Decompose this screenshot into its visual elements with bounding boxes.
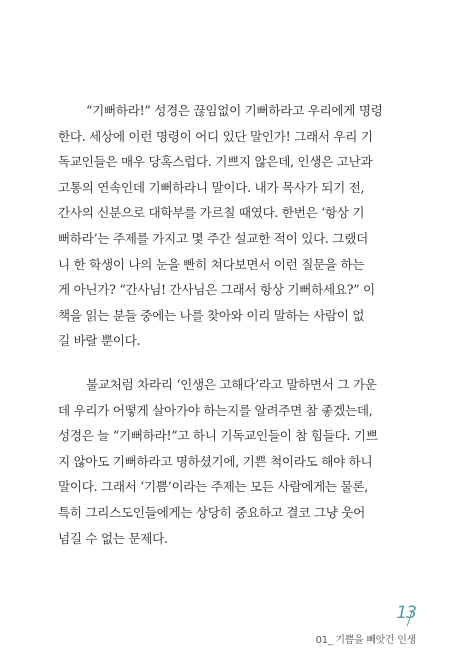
- text-line: 게 아닌가? “간사님! 간사님은 그래서 항상 기뻐하세요?” 이: [58, 282, 375, 298]
- paragraph-2: [58, 372, 414, 551]
- text-line: 말이다. 그래서 ‘기쁨’이라는 주제는 모든 사람에게는 물론,: [58, 479, 368, 495]
- text-line: 뻐하라’는 주제를 가지고 몇 주간 설교한 적이 있다. 그랬더: [58, 230, 368, 246]
- text-line: 독교인들은 매우 당혹스럽다. 기쁘지 않은데, 인생은 고난과: [58, 154, 373, 170]
- text-line: 책을 읽는 분들 중에는 나를 찾아와 이리 말하는 사람이 없: [58, 307, 365, 323]
- text-line: “기뻐하라!” 성경은 끊임없이 기뻐하라고 우리에게 명령: [86, 103, 383, 118]
- paragraph-1: [58, 98, 414, 354]
- text-line: 지 않아도 기뻐하라고 명하셨기에, 기쁜 척이라도 해야 하니: [58, 453, 373, 469]
- text-line: 길 바랄 뿐이다.: [58, 333, 141, 349]
- page-number: 13: [396, 603, 416, 623]
- text-line: 불교처럼 차라리 ‘인생은 고해다’라고 말하면서 그 가운: [86, 377, 377, 392]
- text-line: 특히 그리스도인들에게는 상당히 중요하고 결코 그냥 웃어: [58, 504, 365, 520]
- text-line: 넘길 수 없는 문제다.: [58, 530, 168, 546]
- running-footer-chapter: 01_ 기쁨을 빼앗긴 인생: [315, 635, 416, 646]
- text-line: 데 우리가 어떻게 살아가야 하는지를 알려주면 참 좋겠는데,: [58, 402, 373, 418]
- text-line: 고통의 연속인데 기뻐하라니 말이다. 내가 목사가 되기 전,: [58, 179, 365, 195]
- text-line: 성경은 늘 “기뻐하라!”고 하니 기독교인들이 참 힘들다. 기쁘: [58, 428, 378, 444]
- text-line: 간사의 신분으로 대학부를 가르칠 때였다. 한번은 ‘항상 기: [58, 205, 365, 221]
- text-line: 니 한 학생이 나의 눈을 빤히 쳐다보면서 이런 질문을 하는: [58, 256, 365, 272]
- text-line: 한다. 세상에 이런 명령이 어디 있단 말인가! 그래서 우리 기: [58, 128, 373, 144]
